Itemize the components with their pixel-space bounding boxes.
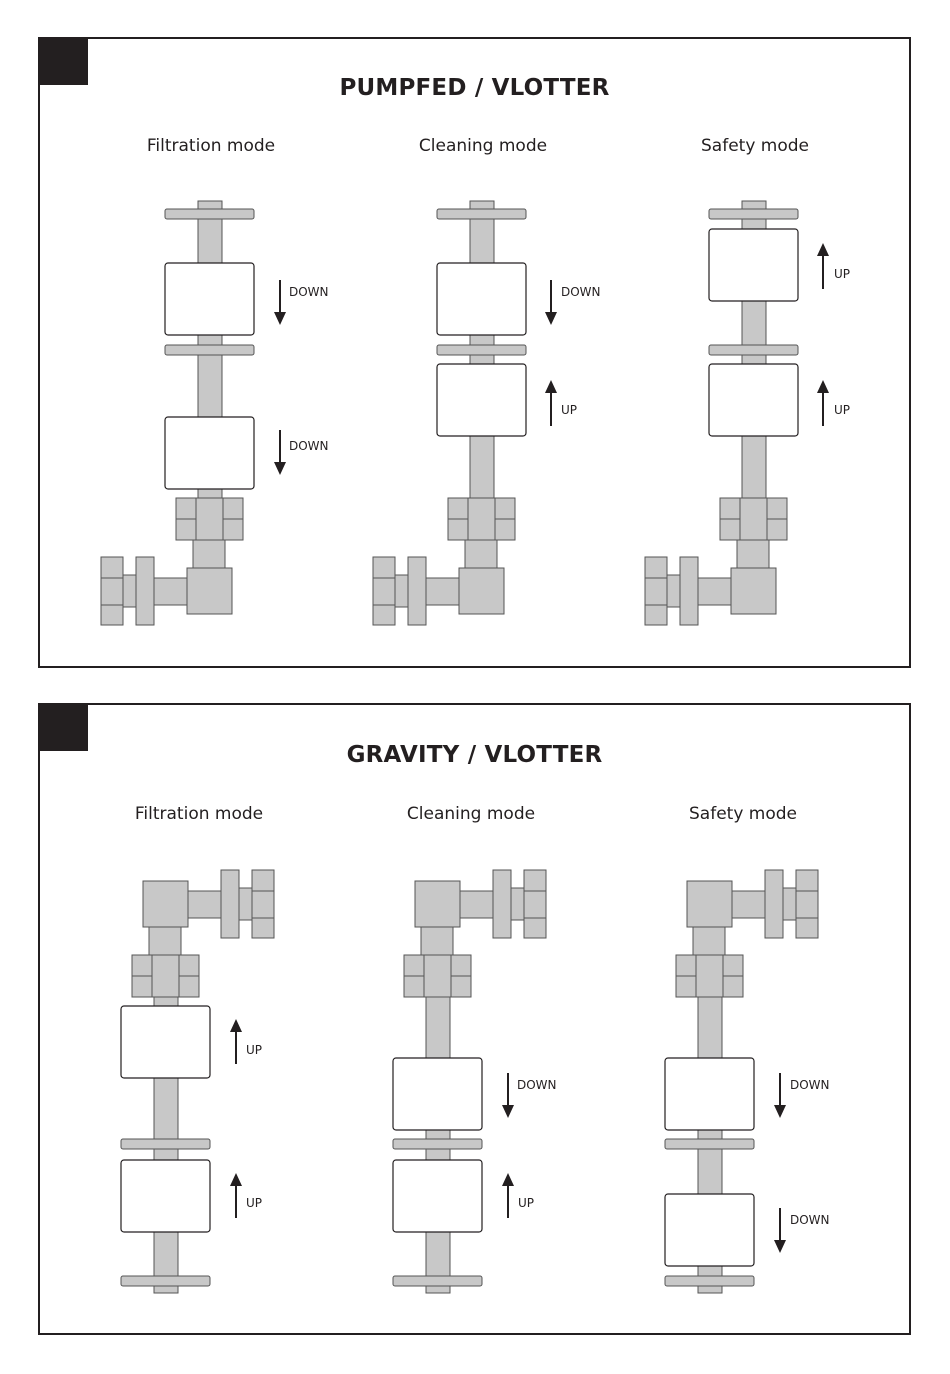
top-mode-safety: Safety mode [701, 136, 809, 156]
arrow-label: UP [246, 1196, 263, 1210]
float-upper [437, 263, 526, 335]
pumpfed-safety-valve [645, 201, 829, 625]
arrow-label: UP [834, 403, 851, 417]
float-upper [665, 1058, 754, 1130]
pumpfed-filtration-valve [101, 201, 286, 625]
gravity-title: GRAVITY / VLOTTER [346, 742, 603, 768]
bottom-mode-safety: Safety mode [689, 804, 797, 824]
float-upper [165, 263, 254, 335]
arrow-label: DOWN [790, 1078, 830, 1092]
float-upper [393, 1058, 482, 1130]
bottom-mode-cleaning: Cleaning mode [406, 804, 536, 824]
arrow-label: DOWN [517, 1078, 557, 1092]
arrow-label: UP [561, 403, 578, 417]
arrow-label: DOWN [790, 1213, 830, 1227]
top-mode-filtration: Filtration mode [146, 136, 276, 156]
float-lower [393, 1160, 482, 1232]
float-upper [121, 1006, 210, 1078]
float-lower [665, 1194, 754, 1266]
arrow-label: DOWN [561, 285, 601, 299]
float-upper [709, 229, 798, 301]
float-lower [165, 417, 254, 489]
arrow-label: UP [246, 1043, 263, 1057]
float-lower [437, 364, 526, 436]
top-mode-cleaning: Cleaning mode [418, 136, 548, 156]
bottom-mode-filtration: Filtration mode [134, 804, 264, 824]
pumpfed-cleaning-valve [373, 201, 557, 625]
float-lower [121, 1160, 210, 1232]
gravity-filtration-valve [121, 870, 274, 1293]
arrow-label: DOWN [289, 439, 329, 453]
float-lower [709, 364, 798, 436]
arrow-label: DOWN [289, 285, 329, 299]
pumpfed-title: PUMPFED / VLOTTER [339, 75, 610, 101]
arrow-label: UP [834, 267, 851, 281]
arrow-label: UP [518, 1196, 535, 1210]
